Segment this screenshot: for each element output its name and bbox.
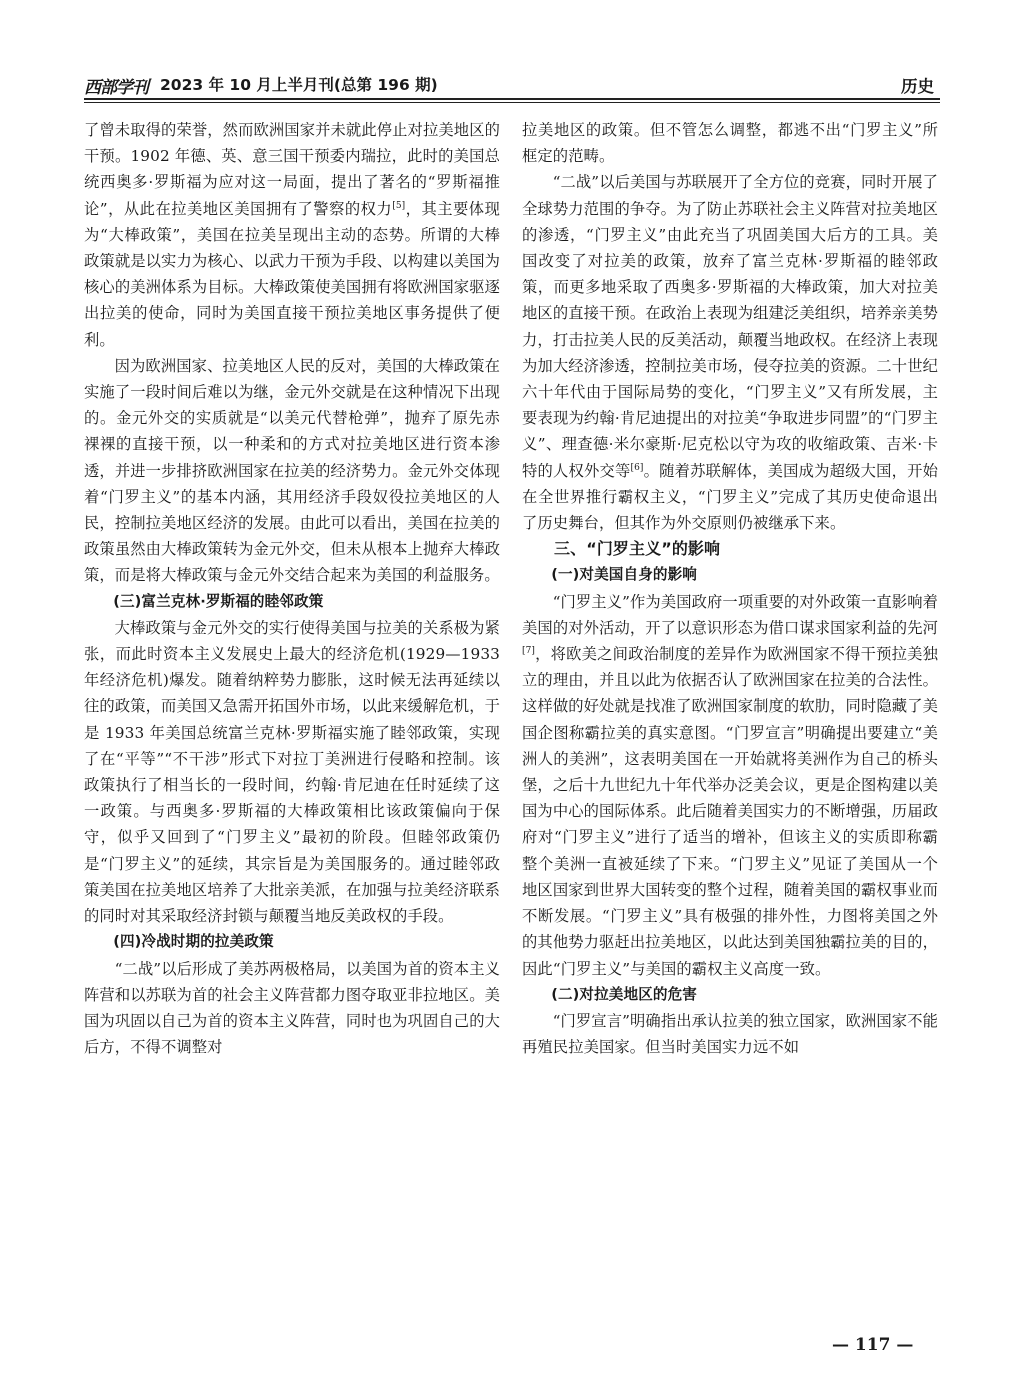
paragraph-text: 拉美地区的政策。但不管怎么调整，都逃不出“门罗主义”所框定的范畴。 — [522, 121, 938, 166]
paragraph-continued — [522, 117, 938, 169]
header-rule-thick — [84, 98, 940, 100]
paragraph — [522, 1008, 938, 1060]
paragraph-text: ，其主要体现为“大棒政策”，美国在拉美呈现出主动的态势。所谓的大棒政策就是以实力为核心、以武力干预为手段、以构建以美国为核心的美洲体系为目标。大棒政策使美国拥有将欧洲国家驱逐出拉美的使命，同时为美国直接干预拉美地区事务提供了便利。 — [84, 199, 500, 349]
section-name: 历史 — [901, 77, 934, 96]
left-column — [84, 117, 500, 1060]
paragraph-text: (四)冷战时期的拉美政策 — [113, 933, 274, 951]
paragraph-continued — [84, 117, 500, 353]
journal-logo: 西部学刊 — [84, 78, 148, 98]
paragraph-text: 三、“门罗主义”的影响 — [554, 539, 721, 559]
paragraph — [84, 615, 500, 929]
citation-marker: [7] — [522, 645, 536, 656]
paragraph-text: ，将欧美之间政治制度的差异作为欧洲国家不得干预拉美独立的理由，并且以此为依据否认了欧洲国家在拉美的合法性。这样做的好处就是找准了欧洲国家制度的软肋，同时隐藏了美国企图称霸拉美的真实意图。“门罗宣言”明确提出要建立“美洲人的美洲”，这表明美国在一开始就将美洲作为自己的桥头堡，之后十九世纪九十年代举办泛美会议，更是企图构建以美国为中心的国际体系。此后随着美国实力的不断增强，历届政府对“门罗主义”进行了适当的增补，但该主义的实质即称霸整个美洲一直被延续了下来。“门罗主义”见证了美国从一个地区国家到世界大国转变的整个过程，随着美国的霸权事业而不断发展。“门罗主义”具有极强的排外性，力图将美国之外的其他势力驱赶出拉美地区，以此达到美国独霸拉美的目的，因此“门罗主义”与美国的霸权主义高度一致。 — [522, 645, 938, 978]
section-subheading — [84, 929, 500, 955]
journal-issue: 2023 年 10 月上半月刊(总第 196 期) — [160, 76, 438, 94]
paragraph — [522, 169, 938, 536]
paragraph-text: 因为欧洲国家、拉美地区人民的反对，美国的大棒政策在实施了一段时间后难以为继，金元外交就是在这种情况下出现的。金元外交的实质就是“以美元代替枪弹”，抛弃了原先赤裸裸的直接干预，以一种柔和的方式对拉美地区进行资本渗透，并进一步排挤欧洲国家在拉美的经济势力。金元外交体现着“门罗主义”的基本内涵，其用经济手段奴役拉美地区的人民，控制拉美地区经济的发展。由此可以看出，美国在拉美的政策虽然由大棒政策转为金元外交，但未从根本上抛弃大棒政策，而是将大棒政策与金元外交结合起来为美国的利益服务。 — [84, 356, 500, 585]
section-subheading — [522, 982, 938, 1008]
citation-marker: [6] — [630, 462, 644, 473]
paragraph-text: “门罗主义”作为美国政府一项重要的对外政策一直影响着美国的对外活动，开了以意识形态为借口谋求国家利益的先河 — [522, 592, 938, 637]
section-subheading — [84, 589, 500, 615]
paragraph-text: (三)富兰克林·罗斯福的睦邻政策 — [113, 592, 324, 610]
paragraph-text: 。随着苏联解体，美国成为超级大国，开始在全世界推行霸权主义，“门罗主义”完成了其历史使命退出了历史舞台，但其作为外交原则仍被继承下来。 — [522, 461, 938, 533]
citation-marker: [5] — [392, 200, 406, 211]
page-number: — 117 — — [832, 1335, 914, 1355]
paragraph-text: “二战”以后美国与苏联展开了全方位的竞赛，同时开展了全球势力范围的争夺。为了防止苏联社会主义阵营对拉美地区的渗透，“门罗主义”由此充当了巩固美国大后方的工具。美国改变了对拉美的政策，放弃了富兰克林·罗斯福的睦邻政策，而更多地采取了西奥多·罗斯福的大棒政策，加大对拉美地区的直接干预。在政治上表现为组建泛美组织，培养亲美势力，打击拉美人民的反美活动，颠覆当地政权。在经济上表现为加大经济渗透，控制拉美市场，侵夺拉美的资源。二十世纪六十年代由于国际局势的变化，“门罗主义”又有所发展，主要表现为约翰·肯尼迪提出的对拉美“争取进步同盟”的“门罗主义”、理查德·米尔豪斯·尼克松以守为攻的收缩政策、吉米·卡特的人权外交等 — [522, 173, 938, 480]
paragraph-text: (一)对美国自身的影响 — [551, 566, 697, 584]
paragraph — [84, 353, 500, 589]
paragraph-text: 大棒政策与金元外交的实行使得美国与拉美的关系极为紧张，而此时资本主义发展史上最大的经济危机(1929—1933 年经济危机)爆发。随着纳粹势力膨胀，这时候无法再延续以往的政策，而美国又急需开拓国外市场，以此来缓解危机，于是 1933 年美国总统富兰克林·罗斯福实施了睦邻政策，实现了在“平等”“不干涉”形式下对拉丁美洲进行侵略和控制。该政策执行了相当长的一段时间，约翰·肯尼迪在任时延续了这一政策。与西奥多·罗斯福的大棒政策相比该政策偏向于保守，似乎又回到了“门罗主义”最初的阶段。但睦邻政策仍是“门罗主义”的延续，其宗旨是为美国服务的。通过睦邻政策美国在拉美地区培养了大批亲美派，在加强与拉美经济联系的同时对其采取经济封锁与颠覆当地反美政权的手段。 — [84, 618, 500, 926]
header-rule-thin — [84, 102, 940, 103]
paragraph — [522, 589, 938, 982]
section-heading — [522, 536, 938, 562]
paragraph-text: “门罗宣言”明确指出承认拉美的独立国家，欧洲国家不能再殖民拉美国家。但当时美国实力远不如 — [522, 1011, 938, 1057]
paragraph-text: “二战”以后形成了美苏两极格局，以美国为首的资本主义阵营和以苏联为首的社会主义阵营都力图夺取亚非拉地区。美国为巩固以自己为首的资本主义阵营，同时也为巩固自己的大后方，不得不调整对 — [84, 959, 500, 1057]
paragraph — [84, 956, 500, 1061]
section-subheading — [522, 562, 938, 588]
page-header — [84, 70, 940, 102]
right-column — [522, 117, 938, 1060]
paragraph-text: (二)对拉美地区的危害 — [551, 985, 697, 1003]
paragraph-text: 了曾未取得的荣誉，然而欧洲国家并未就此停止对拉美地区的干预。1902 年德、英、意三国干预委内瑞拉，此时的美国总统西奥多·罗斯福为应对这一局面，提出了著名的“罗斯福推论”，从此在拉美地区美国拥有了警察的权力 — [84, 121, 500, 218]
